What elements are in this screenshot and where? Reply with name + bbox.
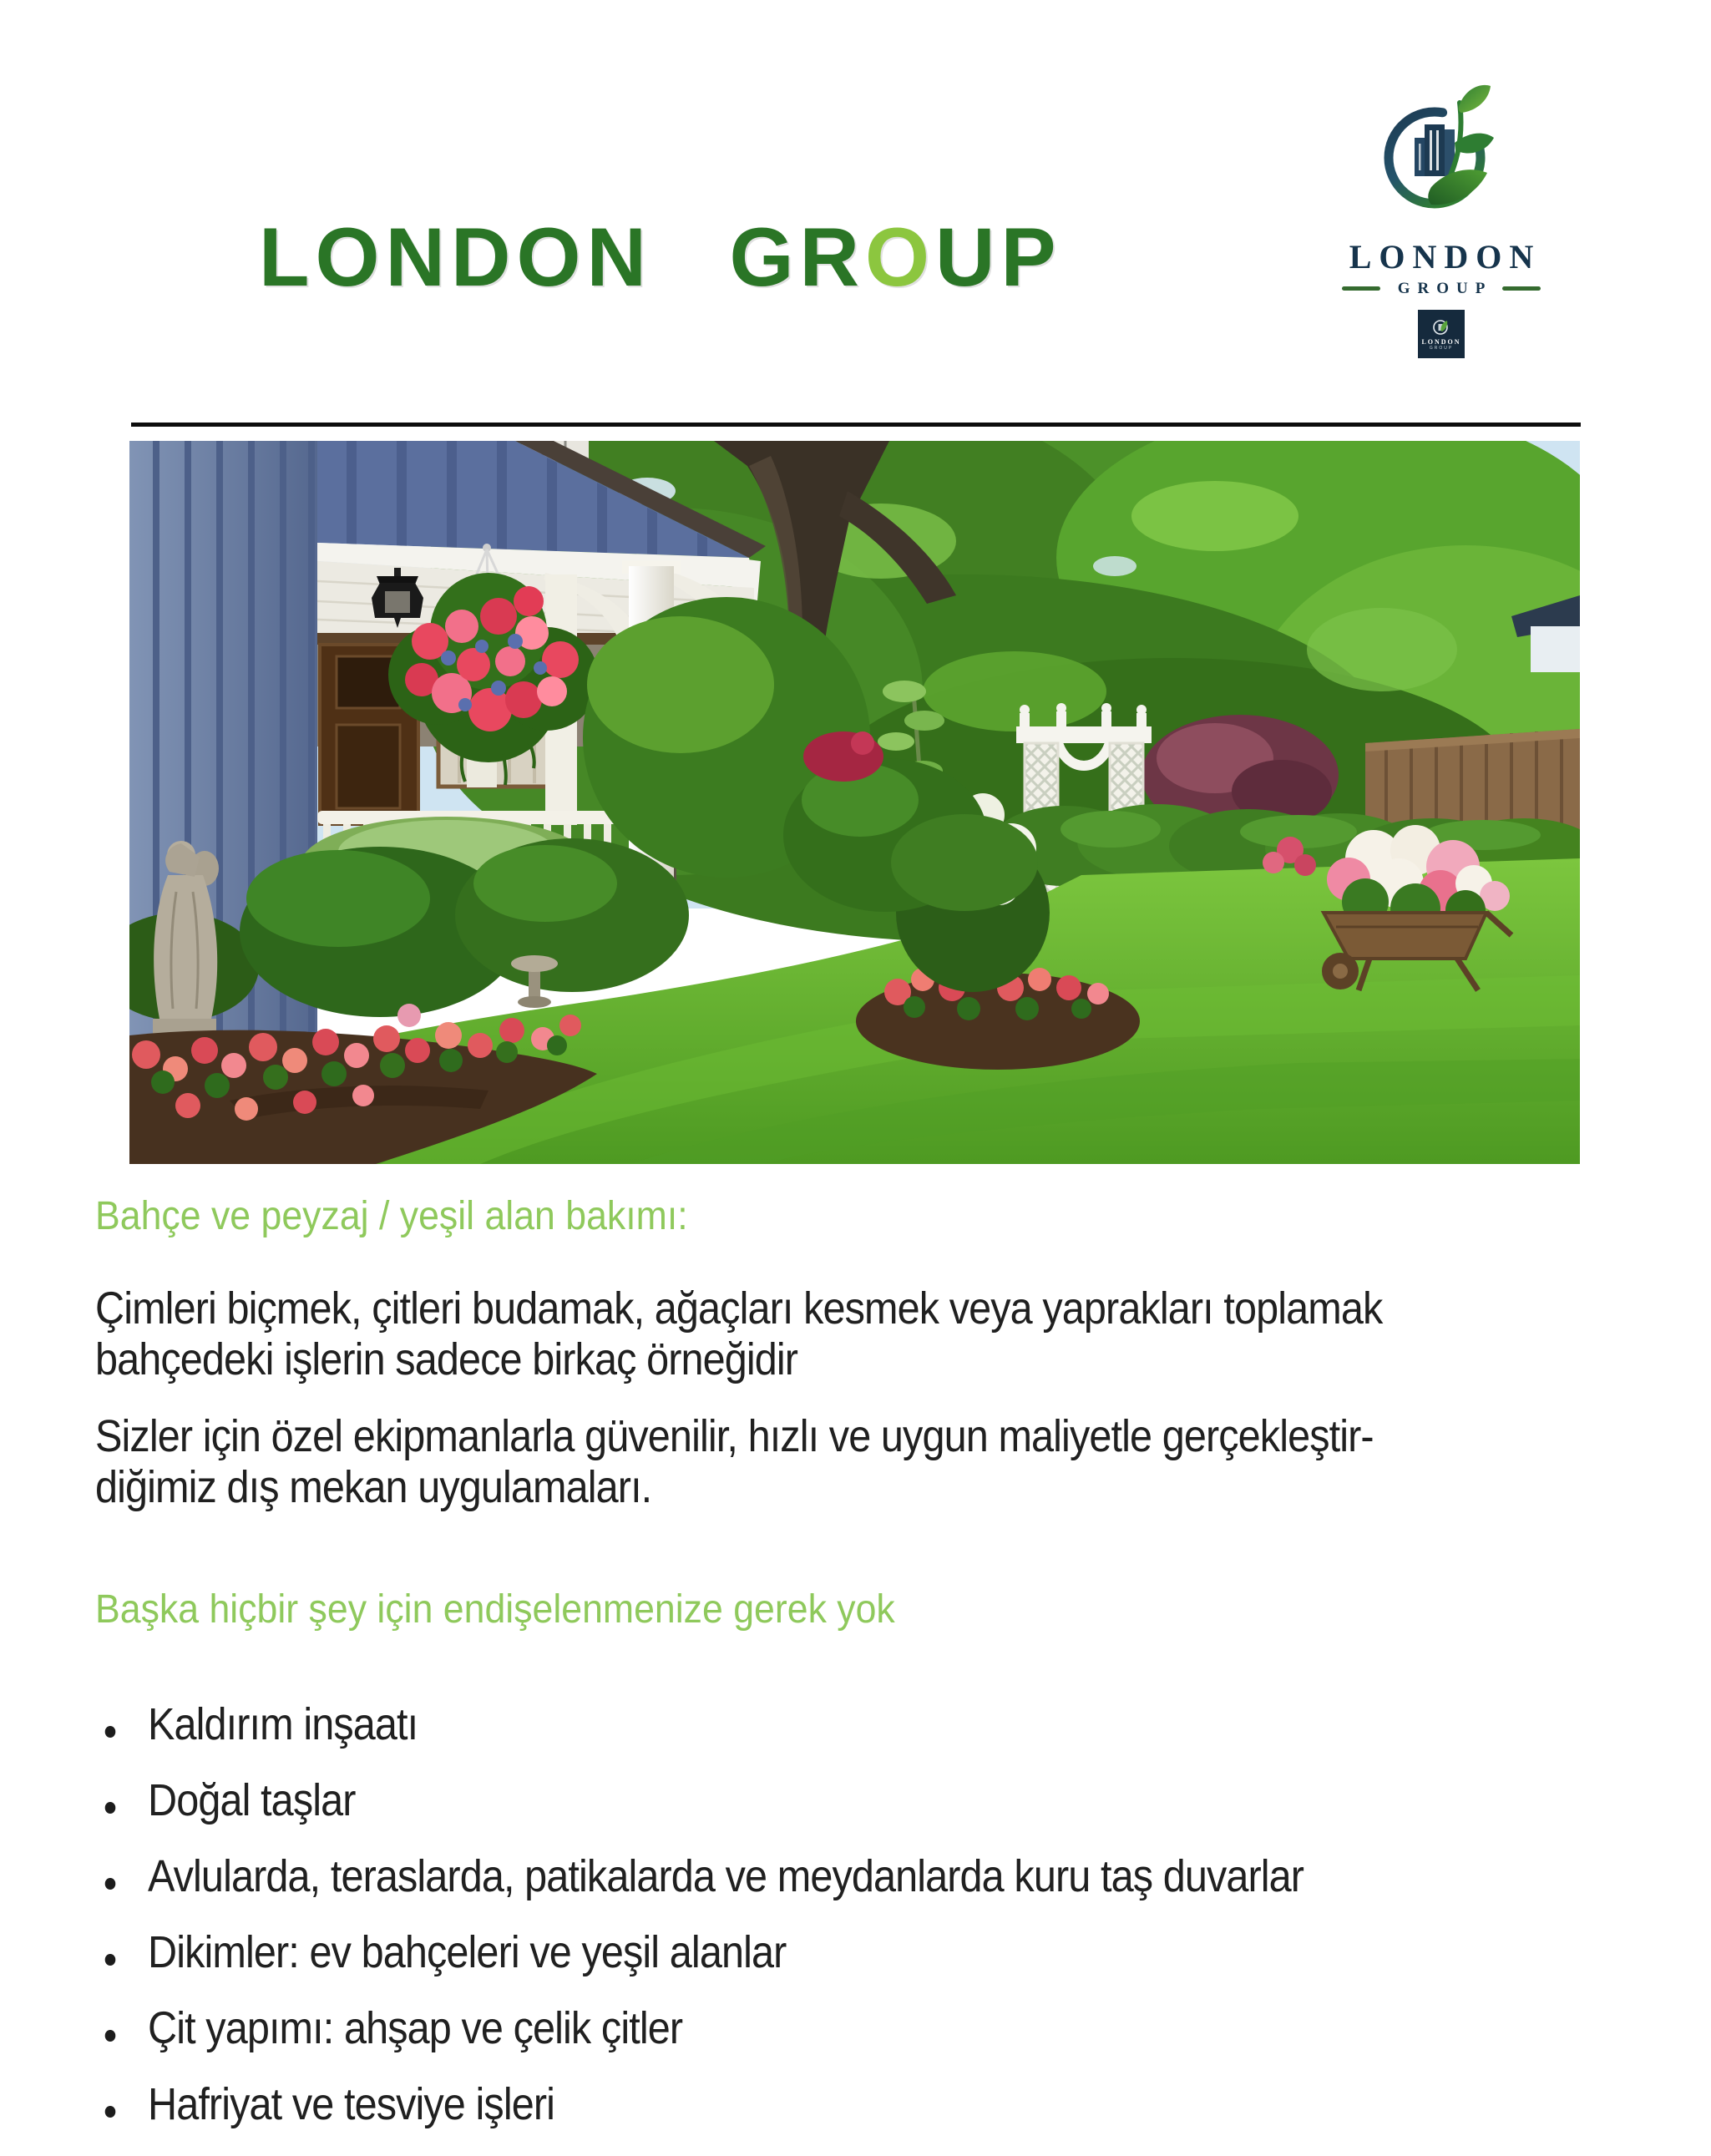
services-list bbox=[148, 1700, 1432, 2156]
list-item: Doğal taşlar bbox=[148, 1776, 1303, 1852]
wordmark-text: LONDON GR bbox=[259, 210, 865, 303]
logo-badge-name: LONDON bbox=[1421, 337, 1461, 346]
wordmark bbox=[259, 210, 1062, 303]
paragraph-outdoor-applications bbox=[95, 1411, 1516, 1513]
logo-emblem-icon bbox=[1379, 77, 1504, 235]
paragraph-line: Çimleri biçmek, çitleri budamak, ağaçları kesmek veya yaprakları toplamak bbox=[95, 1283, 1383, 1334]
logo-building-icon bbox=[1415, 124, 1455, 176]
hero-photo bbox=[129, 441, 1580, 1164]
logo-subname: GROUP bbox=[1397, 280, 1493, 297]
logo-badge-icon bbox=[1430, 318, 1452, 338]
logo-name: LONDON bbox=[1349, 238, 1541, 276]
wordmark-highlight-letter: O bbox=[864, 210, 935, 303]
list-item: Dikimler: ev bahçeleri ve yeşil alanlar bbox=[148, 1928, 1303, 2004]
wordmark-text-end: UP bbox=[935, 210, 1062, 303]
logo-dash-right bbox=[1502, 286, 1541, 291]
section-heading-no-worries: Başka hiçbir şey için endişelenmenize gerek yok bbox=[95, 1587, 895, 1632]
paragraph-line: diğimiz dış mekan uygulamaları. bbox=[95, 1462, 652, 1512]
logo-subname-row bbox=[1291, 281, 1592, 296]
list-item: Avlularda, teraslarda, patikalarda ve meydanlarda kuru taş duvarlar bbox=[148, 1852, 1303, 1928]
list-item: Hafriyat ve tesviye işleri bbox=[148, 2080, 1303, 2156]
logo-badge-subname: GROUP bbox=[1429, 345, 1454, 351]
company-logo bbox=[1291, 77, 1592, 358]
paragraph-garden-examples bbox=[95, 1283, 1526, 1385]
divider-rule bbox=[131, 423, 1581, 427]
list-item: Kaldırım inşaatı bbox=[148, 1700, 1303, 1776]
paragraph-line: Sizler için özel ekipmanlarla güvenilir, hızlı ve uygun maliyetle gerçekleştir- bbox=[95, 1411, 1374, 1461]
section-heading-garden-care: Bahçe ve peyzaj / yeşil alan bakımı: bbox=[95, 1194, 688, 1238]
logo-dash-left bbox=[1342, 286, 1380, 291]
list-item: Çit yapımı: ahşap ve çelik çitler bbox=[148, 2004, 1303, 2080]
logo-badge bbox=[1418, 310, 1465, 358]
paragraph-line: bahçedeki işlerin sadece birkaç örneğidir bbox=[95, 1334, 798, 1384]
